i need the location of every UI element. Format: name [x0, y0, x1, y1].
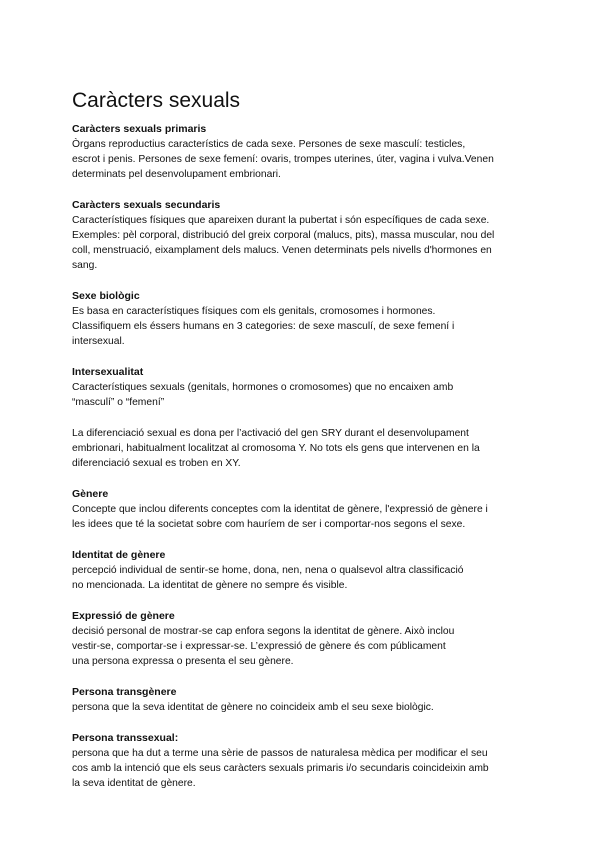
text-line: una persona expressa o presenta el seu gènere.	[72, 656, 294, 668]
section-expressio-genere	[72, 609, 542, 669]
text-line: determinats pel desenvolupament embrionari.	[72, 169, 281, 181]
section-body	[72, 746, 542, 791]
text-line: diferenciació sexual es troben en XY.	[72, 458, 241, 470]
section-persona-transgenere	[72, 685, 542, 715]
section-intersexualitat	[72, 365, 542, 471]
section-heading: Sexe biològic	[72, 290, 140, 303]
section-persona-transsexual	[72, 731, 542, 791]
text-line: cos amb la intenció que els seus caràcters sexuals primaris i/o secundaris coincideixin amb	[72, 763, 489, 775]
section-heading: Expressió de gènere	[72, 610, 175, 623]
section-heading: Gènere	[72, 488, 109, 501]
text-line: no mencionada. La identitat de gènere no sempre és visible.	[72, 580, 348, 592]
text-line: intersexual.	[72, 336, 125, 348]
text-line: escrot i penis. Persones de sexe femení: ovaris, trompes uterines, úter, vagina i vulva.Venen	[72, 154, 494, 166]
section-extra-paragraph	[72, 426, 542, 471]
page-title: Caràcters sexuals	[72, 89, 241, 112]
section-body	[72, 502, 542, 532]
section-identitat-genere	[72, 548, 542, 593]
text-line: percepció individual de sentir-se home, dona, nen, nena o qualsevol altra classificació	[72, 565, 464, 577]
text-line: “masculí” o “femení”	[72, 397, 165, 409]
text-line: coll, menstruació, eixamplament dels malucs. Venen determinats pels nivells d'hormones en	[72, 245, 492, 257]
text-line: vestir-se, comportar-se i expressar-se. L’expressió de gènere és com públicament	[72, 641, 446, 653]
text-line: persona que ha dut a terme una sèrie de passos de naturalesa mèdica per modificar el seu	[72, 748, 488, 760]
section-heading: Persona transsexual:	[72, 732, 179, 745]
section-body	[72, 624, 542, 669]
section-body	[72, 563, 542, 593]
section-heading: Caràcters sexuals secundaris	[72, 199, 221, 212]
section-body	[72, 137, 542, 182]
document-page	[72, 88, 542, 807]
section-caracters-primaris	[72, 122, 542, 182]
text-line: Concepte que inclou diferents conceptes com la identitat de gènere, l'expressió de gènere i	[72, 504, 488, 516]
section-body	[72, 380, 542, 410]
section-heading: Caràcters sexuals primaris	[72, 123, 207, 136]
section-sexe-biologic	[72, 289, 542, 349]
text-line: La diferenciació sexual es dona per l’activació del gen SRY durant el desenvolupament	[72, 428, 469, 440]
section-heading: Intersexualitat	[72, 366, 144, 379]
text-line: Característiques físiques que apareixen durant la pubertat i són específiques de cada sexe.	[72, 215, 490, 227]
text-line: Exemples: pèl corporal, distribució del greix corporal (malucs, pits), massa muscular, nou del	[72, 230, 495, 242]
section-body	[72, 213, 542, 273]
text-line: decisió personal de mostrar-se cap enfora segons la identitat de gènere. Això inclou	[72, 626, 455, 638]
text-line: Es basa en característiques físiques com els genitals, cromosomes i hormones.	[72, 306, 436, 318]
text-line: Característiques sexuals (genitals, hormones o cromosomes) que no encaixen amb	[72, 382, 454, 394]
section-body	[72, 700, 542, 715]
section-genere	[72, 487, 542, 532]
text-line: embrionari, habitualment localitzat al cromosoma Y. No tots els gens que intervenen en la	[72, 443, 480, 455]
text-line: Classifiquem els éssers humans en 3 categories: de sexe masculí, de sexe femení i	[72, 321, 455, 333]
text-line: la seva identitat de gènere.	[72, 778, 196, 790]
text-line: persona que la seva identitat de gènere no coincideix amb el seu sexe biològic.	[72, 702, 434, 714]
section-body	[72, 304, 542, 349]
text-line: les idees que té la societat sobre com hauríem de ser i comportar-nos segons el sexe.	[72, 519, 466, 531]
section-heading: Persona transgènere	[72, 686, 177, 699]
text-line: Òrgans reproductius característics de cada sexe. Persones de sexe masculí: testicles,	[72, 139, 466, 151]
text-line: sang.	[72, 260, 98, 272]
section-caracters-secundaris	[72, 198, 542, 273]
section-heading: Identitat de gènere	[72, 549, 166, 562]
